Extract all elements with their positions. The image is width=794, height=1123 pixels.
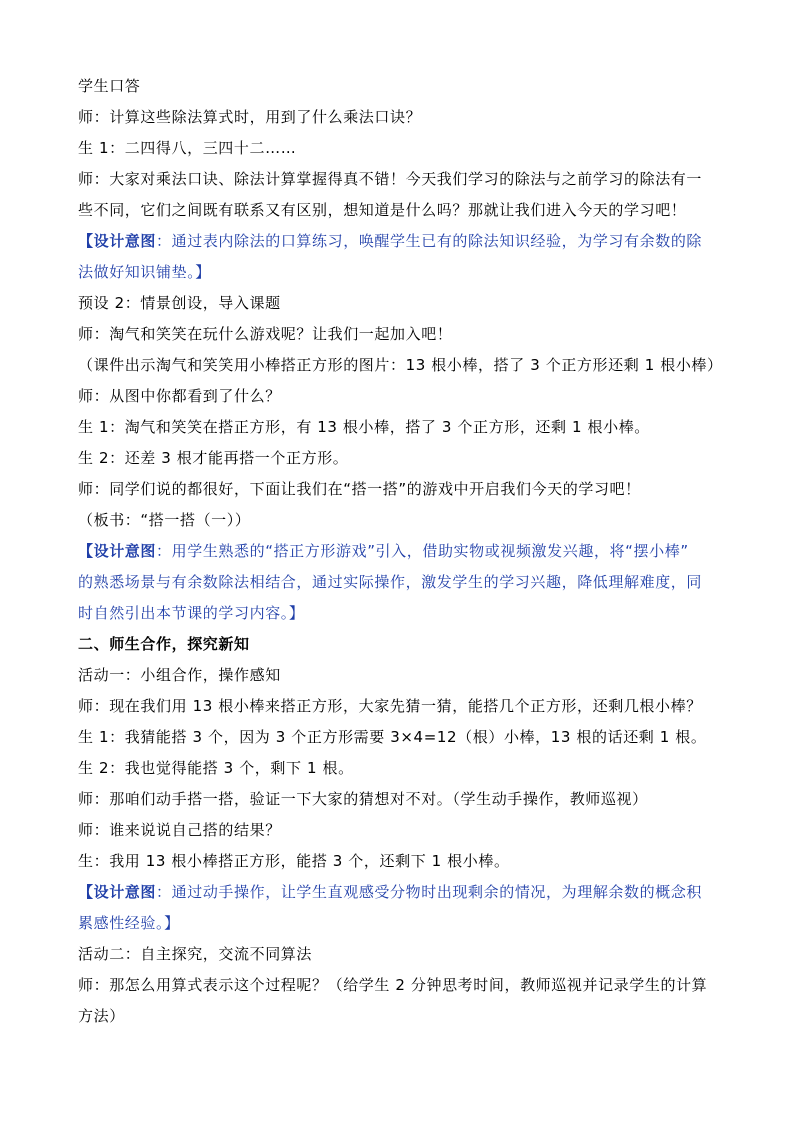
paragraph-line: 学生口答 (78, 77, 141, 95)
paragraph-line: 师：淘气和笑笑在玩什么游戏呢？让我们一起加入吧！ (78, 325, 453, 343)
paragraph-line: 生 1：二四得八，三四十二…… (78, 139, 297, 157)
design-intent-text: ：用学生熟悉的“搭正方形游戏”引入，借助实物或视频激发兴趣，将“摆小棒” (156, 542, 689, 560)
paragraph-line: 师：那咱们动手搭一搭，验证一下大家的猜想对不对。（学生动手操作，教师巡视） (78, 790, 648, 808)
design-intent-text: ：通过动手操作，让学生直观感受分物时出现剩余的情况，为理解余数的概念积 (156, 883, 703, 901)
paragraph-line: 生：我用 13 根小棒搭正方形，能搭 3 个，还剩下 1 根小棒。 (78, 852, 510, 870)
design-intent-line (78, 226, 718, 257)
design-intent-label: 【设计意图 (78, 542, 157, 560)
paragraph-line: 生 2：我也觉得能搭 3 个，剩下 1 根。 (78, 759, 354, 777)
paragraph-line: 活动二：自主探究，交流不同算法 (78, 945, 313, 963)
paragraph-line: （板书：“搭一搭（一）） (78, 511, 251, 529)
paragraph-line: 师：谁来说说自己搭的结果？ (78, 821, 281, 839)
design-intent-line (78, 877, 718, 908)
paragraph-line: 师：计算这些除法算式时，用到了什么乘法口诀？ (78, 108, 422, 126)
paragraph-line: 生 2：还差 3 根才能再搭一个正方形。 (78, 449, 349, 467)
paragraph-line: 生 1：淘气和笑笑在搭正方形，有 13 根小棒，搭了 3 个正方形，还剩 1 根小棒。 (78, 418, 650, 436)
paragraph-line: 师：同学们说的都很好，下面让我们在“搭一搭”的游戏中开启我们今天的学习吧！ (78, 480, 641, 498)
design-intent-label: 【设计意图 (78, 883, 157, 901)
section-heading: 二、师生合作，探究新知 (78, 635, 250, 653)
paragraph-line: 方法） (78, 1007, 125, 1025)
design-intent-label: 【设计意图 (78, 232, 157, 250)
design-intent-line: 时自然引出本节课的学习内容。】 (78, 604, 305, 622)
paragraph-line: 生 1：我猜能搭 3 个，因为 3 个正方形需要 3×4=12（根）小棒，13 根的话还剩 1 根。 (78, 728, 707, 746)
paragraph-line: （课件出示淘气和笑笑用小棒搭正方形的图片：13 根小棒，搭了 3 个正方形还剩 1 根小棒） (78, 356, 723, 374)
design-intent-line: 累感性经验。】 (78, 914, 180, 932)
paragraph-line: 师：那怎么用算式表示这个过程呢？（给学生 2 分钟思考时间，教师巡视并记录学生的计算 (78, 976, 708, 994)
paragraph-line: 师：大家对乘法口诀、除法计算掌握得真不错！今天我们学习的除法与之前学习的除法有一 (78, 170, 703, 188)
paragraph-line: 活动一：小组合作，操作感知 (78, 666, 281, 684)
design-intent-line: 法做好知识铺垫。】 (78, 263, 211, 281)
paragraph-line: 些不同，它们之间既有联系又有区别，想知道是什么吗？那就让我们进入今天的学习吧！ (78, 201, 687, 219)
paragraph-line: 师：从图中你都看到了什么？ (78, 387, 281, 405)
document-page (78, 71, 723, 1032)
design-intent-line: 的熟悉场景与有余数除法相结合，通过实际操作，激发学生的学习兴趣，降低理解难度，同 (78, 573, 703, 591)
paragraph-line: 师：现在我们用 13 根小棒来搭正方形，大家先猜一猜，能搭几个正方形，还剩几根小棒？ (78, 697, 702, 715)
design-intent-line (78, 536, 718, 567)
design-intent-text: ：通过表内除法的口算练习，唤醒学生已有的除法知识经验，为学习有余数的除 (156, 232, 703, 250)
paragraph-line: 预设 2：情景创设，导入课题 (78, 294, 281, 312)
